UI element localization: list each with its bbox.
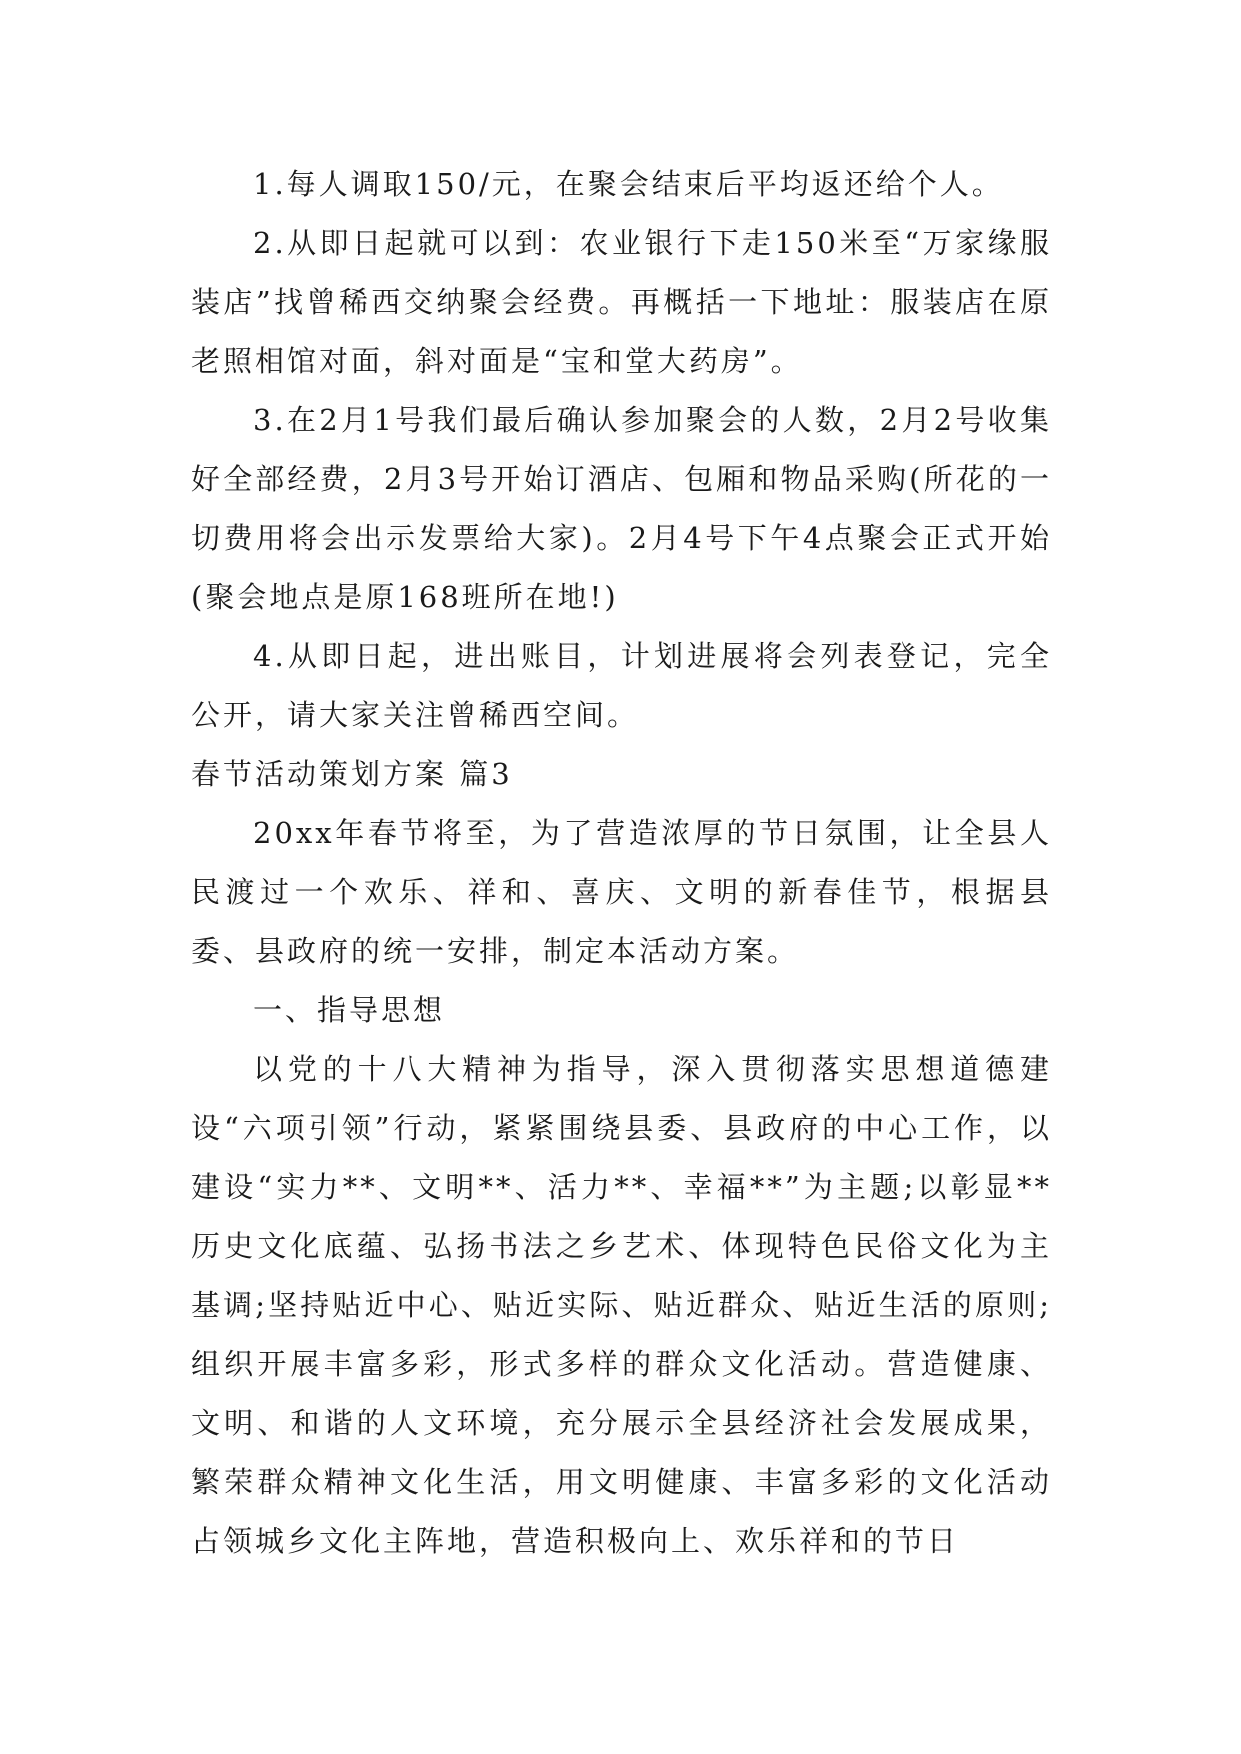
paragraph-item-3: 3.在2月1号我们最后确认参加聚会的人数，2月2号收集好全部经费，2月3号开始订酒店、包厢和物品采购(所花的一切费用将会出示发票给大家)。2月4号下午4点聚会正式开始(聚会地点是原168班所在地!) bbox=[191, 403, 1052, 614]
section-title: 春节活动策划方案 篇3 bbox=[191, 757, 513, 791]
subheading: 一、指导思想 bbox=[253, 993, 446, 1027]
paragraph-item-1: 1.每人调取150/元，在聚会结束后平均返还给个人。 bbox=[253, 167, 1004, 201]
body-paragraph: 以党的十八大精神为指导，深入贯彻落实思想道德建设“六项引领”行动，紧紧围绕县委、县政府的中心工作，以建设“实力**、文明**、活力**、幸福**”为主题;以彰显**历史文化底蕴、弘扬书法之乡艺术、体现特色民俗文化为主基调;坚持贴近中心、贴近实际、贴近群众、贴近生活的原则;组织开展丰富多彩，形式多样的群众文化活动。营造健康、文明、和谐的人文环境，充分展示全县经济社会发展成果，繁荣群众精神文化生活，用文明健康、丰富多彩的文化活动占领城乡文化主阵地，营造积极向上、欢乐祥和的节日 bbox=[191, 1052, 1052, 1558]
intro-paragraph: 20xx年春节将至，为了营造浓厚的节日氛围，让全县人民渡过一个欢乐、祥和、喜庆、文明的新春佳节，根据县委、县政府的统一安排，制定本活动方案。 bbox=[191, 816, 1052, 968]
document-body bbox=[191, 155, 1052, 1571]
paragraph-item-4: 4.从即日起，进出账目，计划进展将会列表登记，完全公开，请大家关注曾稀西空间。 bbox=[191, 639, 1052, 732]
paragraph-item-2: 2.从即日起就可以到：农业银行下走150米至“万家缘服装店”找曾稀西交纳聚会经费。再概括一下地址：服装店在原老照相馆对面，斜对面是“宝和堂大药房”。 bbox=[191, 226, 1052, 378]
